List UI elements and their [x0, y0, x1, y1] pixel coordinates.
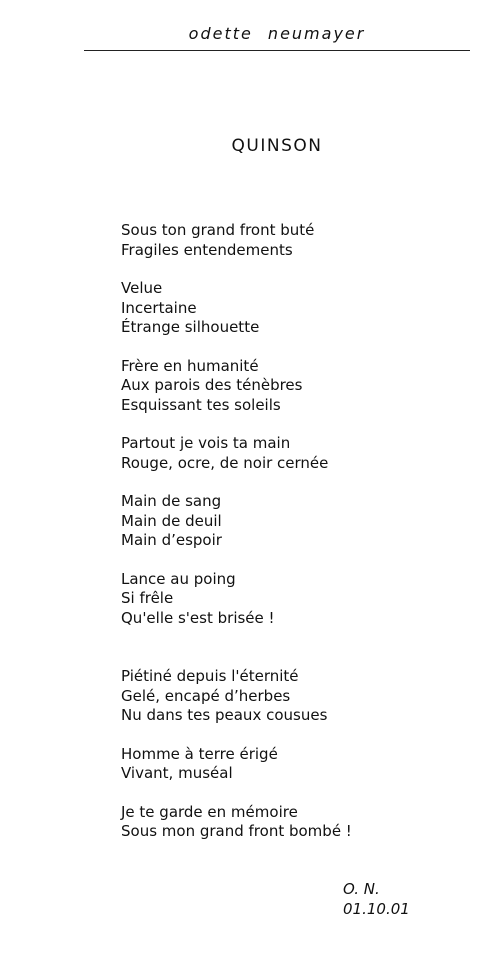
poem-line: Homme à terre érigé — [121, 744, 278, 763]
poem-line: Si frêle — [121, 589, 174, 607]
poem-line: Fragiles entendements — [121, 240, 293, 259]
poem-line: Esquissant tes soleils — [121, 395, 281, 414]
poem-line: Lance au poing — [121, 569, 236, 588]
stanza — [121, 357, 451, 416]
stanza — [121, 279, 451, 338]
poem-line: Velue — [121, 279, 163, 297]
stanza — [121, 803, 451, 842]
poem-line: Main de sang — [121, 492, 222, 510]
poem-title: QUINSON — [231, 136, 323, 156]
poem-line: Frère en humanité — [121, 356, 259, 375]
poem-body — [121, 221, 451, 861]
signature — [343, 880, 410, 919]
author-name: odette neumayer — [188, 24, 366, 43]
poem-line: Sous ton grand front buté — [121, 221, 315, 239]
poem-line: Piétiné depuis l'éternité — [121, 667, 299, 685]
poem-line: Sous mon grand front bombé ! — [121, 822, 352, 840]
signature-initials: O. N. — [343, 880, 380, 898]
stanza — [121, 221, 451, 260]
stanza — [121, 492, 451, 551]
poem-line: Gelé, encapé d’herbes — [121, 686, 291, 705]
poem-line: Main d’espoir — [121, 531, 222, 549]
poem-line: Qu'elle s'est brisée ! — [121, 608, 275, 627]
signature-date: 01.10.01 — [343, 899, 410, 918]
header-divider — [84, 50, 470, 51]
poem-line: Rouge, ocre, de noir cernée — [121, 453, 329, 472]
stanza — [121, 667, 451, 726]
poem-line: Étrange silhouette — [121, 318, 260, 336]
poem-line: Incertaine — [121, 298, 197, 317]
poem-line: Partout je vois ta main — [121, 434, 291, 452]
stanza — [121, 434, 451, 473]
poem-line: Main de deuil — [121, 511, 222, 530]
stanza — [121, 570, 451, 629]
stanza — [121, 745, 451, 784]
poem-line: Nu dans tes peaux cousues — [121, 706, 328, 724]
poem-line: Vivant, muséal — [121, 764, 233, 782]
poem-line: Aux parois des ténèbres — [121, 376, 303, 394]
poem-line: Je te garde en mémoire — [121, 802, 298, 821]
